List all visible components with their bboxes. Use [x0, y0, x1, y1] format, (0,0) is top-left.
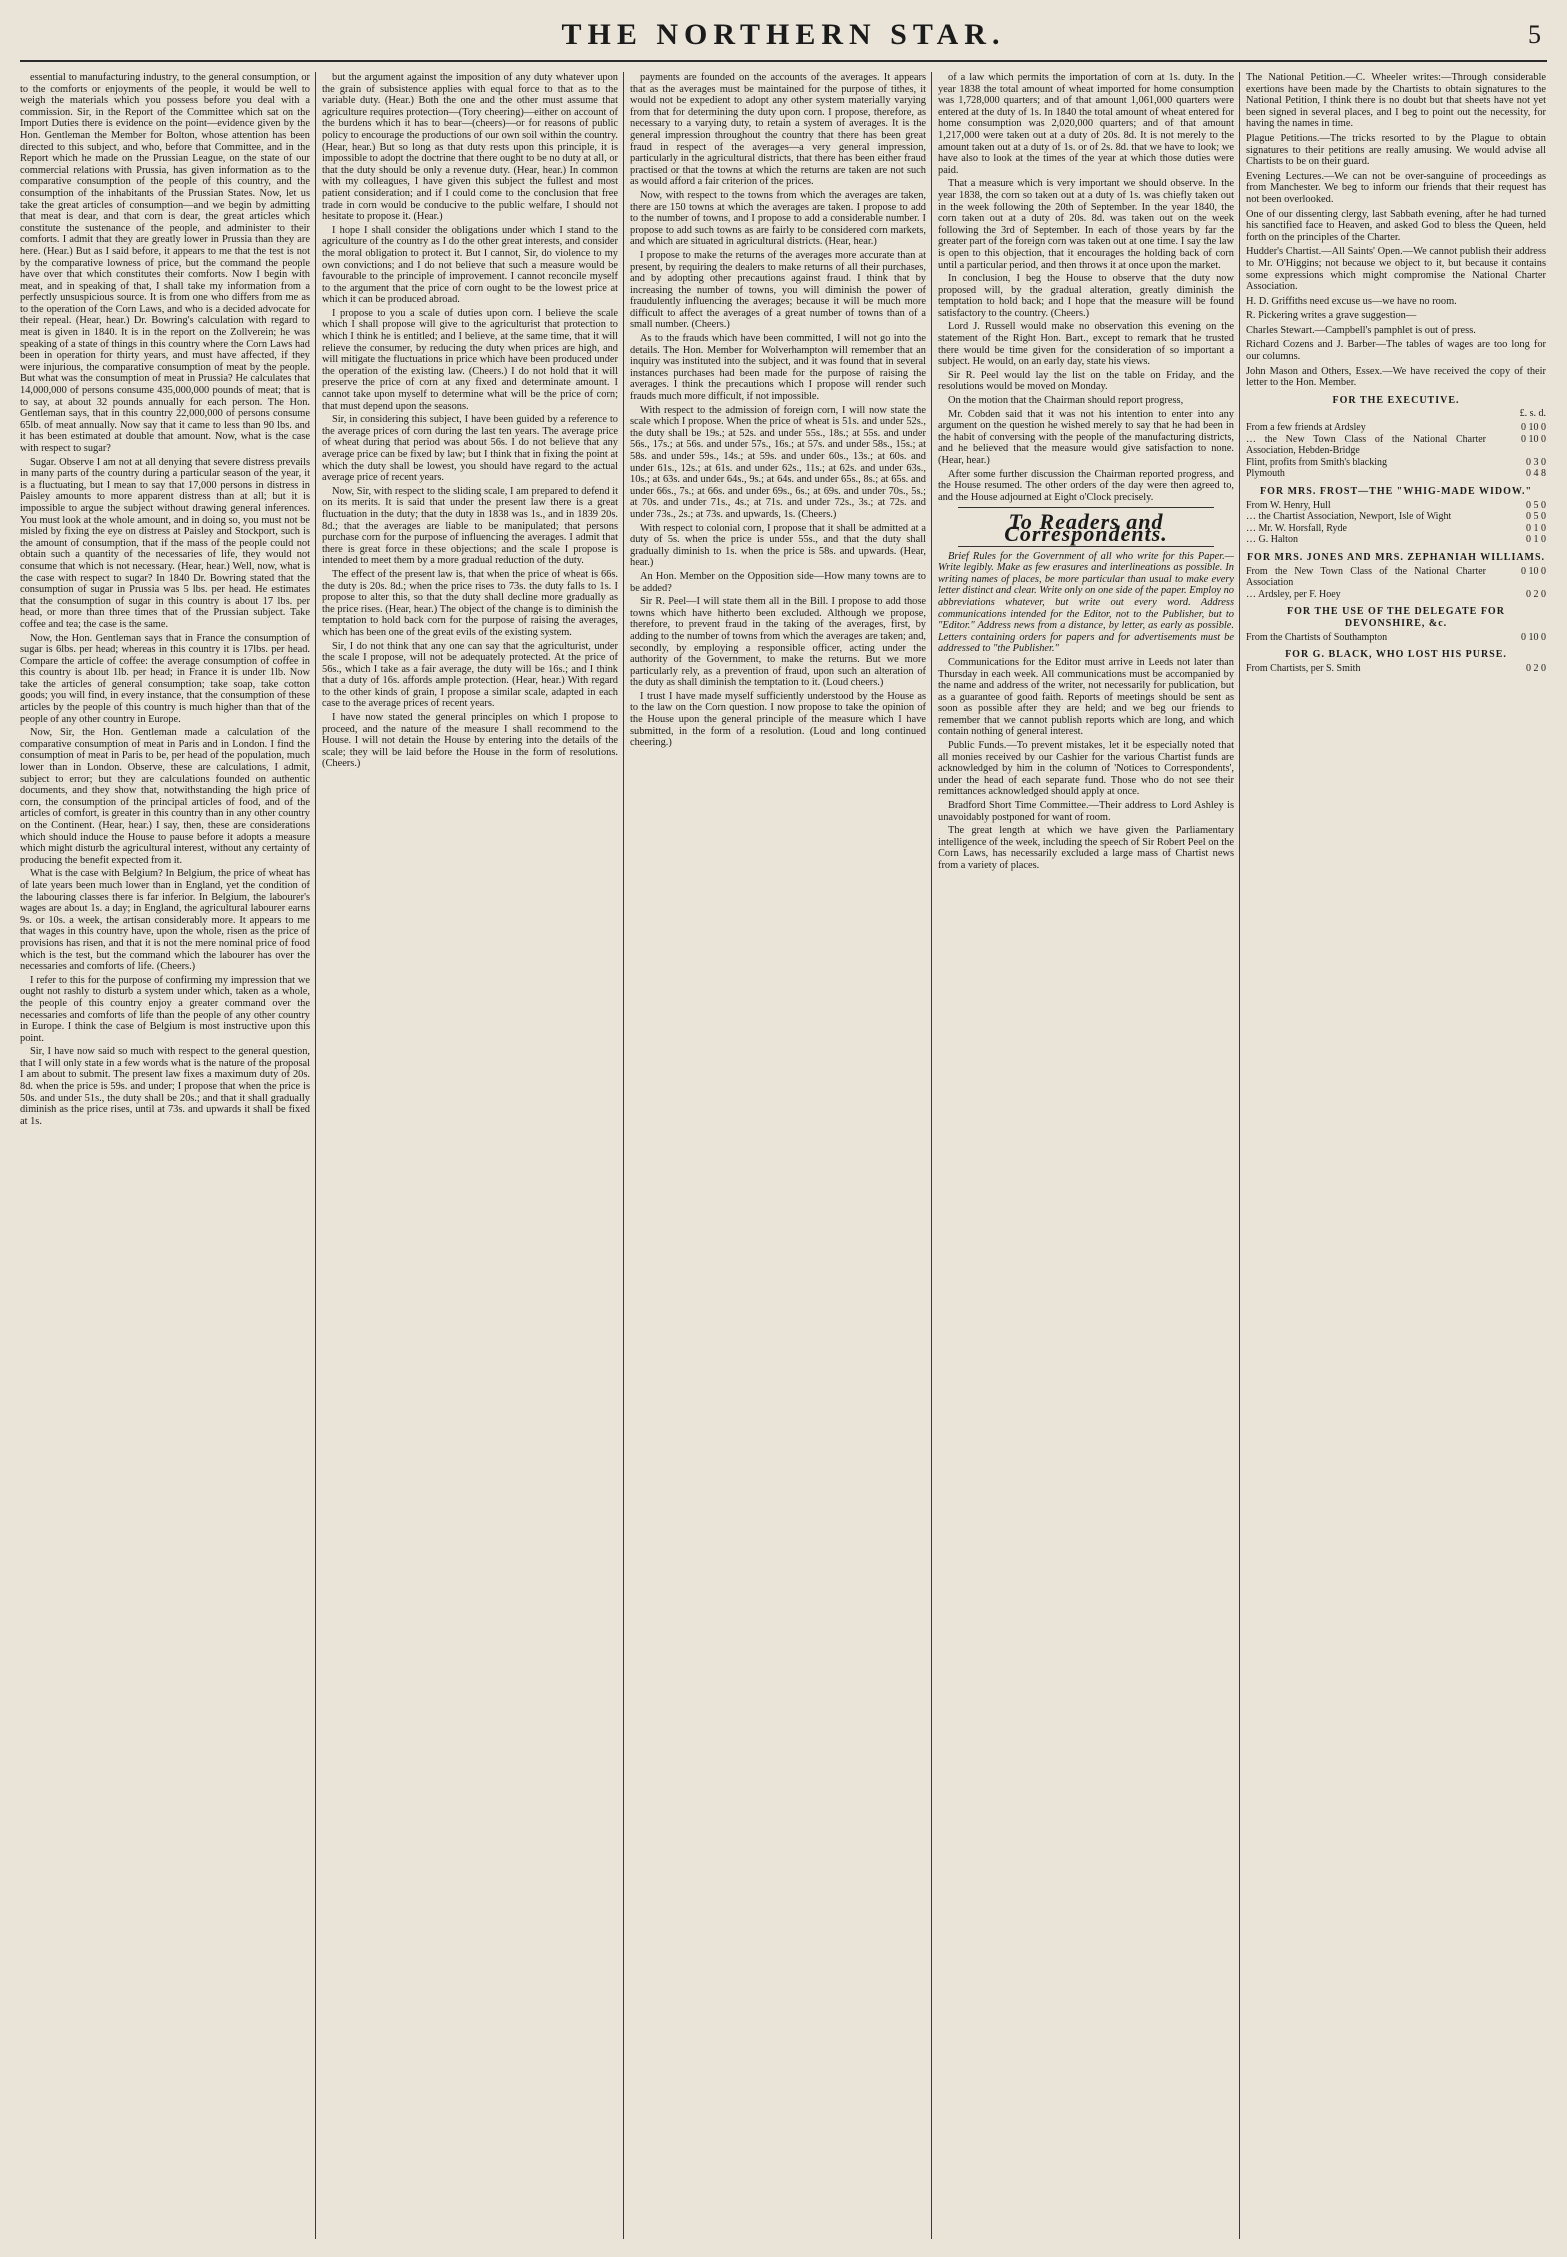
correspondents-heading: To Readers and Correspondents. — [1004, 509, 1168, 546]
masthead — [20, 18, 1547, 62]
column-rule — [623, 72, 624, 2239]
subscription-label: From the New Town Class of the National Charter Association — [1246, 565, 1486, 589]
column-rule — [931, 72, 932, 2239]
subscriptions-header-jones-williams: FOR MRS. JONES AND MRS. ZEPHANIAH WILLIAMS. — [1246, 551, 1546, 563]
article-paragraph: The National Petition.—C. Wheeler writes:—Through considerable exertions have been made by the Chartists to obtain signatures to the National Petition, I think there is no doubt but that sheets have not yet been signed in several places, and I beg to point out the necessity, for having the names in time. — [1246, 72, 1546, 130]
subscription-amount: 0 5 0 — [1526, 499, 1546, 511]
column-2 — [322, 72, 618, 2239]
article-paragraph: I propose to you a scale of duties upon corn. I believe the scale which I shall propose will give to the agriculturist that protection to which I think he is entitled; and I believe, at the same time, that it will relieve the consumer, by reducing the duty when prices are high, and will mitigate the fluctuations in price which have been produced under the operation of the existing law. (Cheers.) I do not hold that it will preserve the price of corn at any fixed and determinate amount. I cannot take upon myself to determine what will be the price of corn; that must depend upon the seasons. — [322, 307, 618, 412]
column-1 — [20, 72, 310, 2239]
article-paragraph: Now, Sir, with respect to the sliding scale, I am prepared to defend it on its merits. It is said that under the present law there is a great fluctuation in the duty; that the duty in 1838 was 1s., and in 1839 20s. 8d.; that the averages are liable to be manipulated; that persons purchase corn for the purpose of influencing the averages. I admit that there is great force in these objections; and the scale I propose is intended to meet them by a more gradual reduction of the duty. — [322, 485, 618, 567]
article-paragraph: I have now stated the general principles on which I propose to proceed, and the nature of the measure I shall recommend to the House. I will not detain the House by entering into the details of the scale; they will be laid before the House in the form of resolutions. (Cheers.) — [322, 712, 618, 770]
article-paragraph: Sir, in considering this subject, I have been guided by a reference to the average prices of corn during the last ten years. The average price of wheat during that period was about 56s. I do not believe that any average price can be fixed by law; but I think that in fixing the point at which the duty shall be lowest, you should have regard to the actual average price of recent years. — [322, 414, 618, 484]
article-paragraph: With respect to the admission of foreign corn, I will now state the scale which I propose. When the price of wheat is 51s. and under 52s., the duty shall be 19s.; at 52s. and under 55s., 18s.; at 55s. and under 56s., 17s.; at 56s. and under 57s., 16s.; at 57s. and under 58s., 15s.; at 58s. and under 59s., 14s.; at 59s. and under 60s., 13s.; at 60s. and under 61s., 12s.; at 61s. and under 62s., 11s.; at 62s. and under 63s., 10s.; at 63s. and under 64s., 9s.; at 64s. and under 65s., 8s.; at 65s. and under 66s., 7s.; at 66s. and under 69s., 6s.; at 69s. and under 70s., 5s.; at 70s. and under 71s., 4s.; at 71s. and under 72s., 3s.; at 72s. and under 73s., 2s.; at 73s. and upwards, 1s. (Cheers.) — [630, 404, 926, 520]
article-paragraph: I hope I shall consider the obligations under which I stand to the agriculture of the country as I do the other great interests, and consider the moral obligation to protect it. But I cannot, Sir, do violence to my own convictions; and I do not believe that such a measure would be favourable to the principle of improvement. I cannot reconcile myself to the argument that the price of corn ought to be the lowest price at which it can be produced abroad. — [322, 224, 618, 306]
page-number: 5 — [1528, 20, 1541, 49]
subscription-label: … the New Town Class of the National Charter Association, Hebden-Bridge — [1246, 433, 1486, 457]
article-paragraph: Evening Lectures.—We can not be over-sanguine of proceedings as from Manchester. We beg to inform our friends that their request has not been overlooked. — [1246, 170, 1546, 205]
article-paragraph: Sir, I have now said so much with respect to the general question, that I will only state in a few words what is the nature of the proposal I am about to submit. The present law fixes a maximum duty of 20s. 8d. when the price is 59s. and under; I propose that when the price is 50s. and under 51s., the duty shall be 20s.; and that it shall gradually diminish as the price rises, until at 73s. and upwards it shall be fixed at 1s. — [20, 1046, 310, 1127]
article-paragraph: I refer to this for the purpose of confirming my impression that we ought not rashly to disturb a system under which, taken as a whole, the people of this country enjoy a greater command over the necessaries and comforts of life than the people of any other country in Europe. I think the case of Belgium is most instructive upon this point. — [20, 974, 310, 1044]
subscription-row — [1246, 534, 1546, 546]
subscriptions-header-executive: FOR THE EXECUTIVE. — [1332, 394, 1460, 406]
subscription-amount: 0 1 0 — [1526, 522, 1546, 534]
article-paragraph: Sugar. Observe I am not at all denying that severe distress prevails in many parts of the country during a particular season of the year, it is a fluctuating, but I mean to say that 17,000 persons in distress in Paisley amounts to more apparent distress than at all; but it is impossible to argue the subject without drawing general inferences. You must look at the whole amount, and in doing so, you must not be misled by fixing the eye on distress at Paisley and Stockport, such is the amount of consumption, that if the mass of the people could not obtain such a quantity of the necessaries of life, they would not consume that which is not necessary. (Hear, hear.) Well, now, what is the case with respect to sugar? In 1840 Dr. Bowring stated that the consumption of sugar in Prussia was 5 lbs. per head. He estimates that the consumption of sugar in this country is about 17 lbs. per head, or more than three times that of the Prussian subject. Take coffee and tea; the case is the same. — [20, 456, 310, 630]
subscriptions-table-black — [1246, 663, 1546, 675]
subscription-amount: 0 2 0 — [1526, 588, 1546, 600]
subscription-amount: 0 10 0 — [1521, 565, 1546, 577]
article-paragraph: of a law which permits the importation of corn at 1s. duty. In the year 1838 the total amount of wheat imported for home consumption was 1,728,000 quarters; and of that amount 1,061,000 quarters were entered at the duty of 1s. In 1840 the total amount of wheat entered for home consumption was 2,020,000 quarters; and of that amount 1,217,000 were taken out at a duty of 20s. 8d. It is not merely to the amount taken out at a duty of 1s. or of 2s. 8d. that we have to look; we have also to look at the times of the year at which those duties were paid. — [938, 72, 1234, 176]
subscription-row — [1246, 523, 1546, 535]
article-paragraph: In conclusion, I beg the House to observe that the duty now proposed will, by the gradual alteration, greatly diminish the temptation to hold back; and I hope that the measure will be found satisfactory to the country. (Cheers.) — [938, 273, 1234, 319]
subscription-label: … Ardsley, per F. Hoey — [1246, 588, 1341, 600]
subscription-label: … Mr. W. Horsfall, Ryde — [1246, 522, 1347, 534]
subscription-amount: 0 10 0 — [1521, 433, 1546, 445]
notices-list — [1246, 72, 1546, 389]
article-paragraph: One of our dissenting clergy, last Sabbath evening, after he had turned his sanctified face to Heaven, and asked God to bless the Queen, held forth on the principles of the Charter. — [1246, 208, 1546, 243]
subscription-label: … the Chartist Association, Newport, Isle of Wight — [1246, 511, 1452, 523]
subscription-row — [1246, 457, 1546, 469]
article-paragraph: An Hon. Member on the Opposition side—How many towns are to be added? — [630, 570, 926, 594]
subscription-amount: 0 5 0 — [1526, 511, 1546, 523]
subscriptions-header-frost: FOR MRS. FROST—THE "WHIG-MADE WIDOW." — [1259, 486, 1532, 497]
subscription-amount: 0 1 0 — [1526, 534, 1546, 546]
subscription-amount: 0 4 8 — [1526, 468, 1546, 480]
subscription-row — [1246, 468, 1546, 480]
column-3 — [630, 72, 926, 2239]
subscription-row — [1246, 511, 1546, 523]
newspaper-title: THE NORTHERN STAR. — [561, 18, 1006, 51]
article-paragraph: but the argument against the imposition of any duty whatever upon the grain of subsistence applies with equal force to that as to the variable duty. (Hear.) Both the one and the other must assume that agriculture requires protection—(Tory cheering)—either on account of the burdens which it has to bear—(cheers)—or for reasons of public policy to encourage the productions of our own soil within the country. (Hear, hear.) But so long as that duty rests upon this principle, it is impossible to adopt the doctrine that there ought to be no duty at all, or that the duty should be only a revenue duty. (Hear, hear.) In common with my colleagues, I have given this subject the fullest and most patient consideration; and if I could come to the conclusion that free trade in corn would be conducive to the public welfare, I should not hesitate to propose it. (Hear.) — [322, 72, 618, 223]
subscriptions-list — [1246, 395, 1546, 674]
article-paragraph: Lord J. Russell would make no observation this evening on the statement of the Right Hon. Bart., except to remark that he trusted there would be time given for the consideration of so important a subject. He would, on an early day, state his views. — [938, 321, 1234, 368]
article-paragraph: H. D. Griffiths need excuse us—we have no room. — [1246, 295, 1457, 307]
column-rule — [315, 72, 316, 2239]
article-paragraph: I trust I have made myself sufficiently understood by the House as to the law on the Corn question. I now propose to take the opinion of the House upon the general principle of the measure which I have submitted, in the form of a resolution. (Loud and long continued cheering.) — [630, 690, 926, 749]
article-paragraph: Sir, I do not think that any one can say that the agriculturist, under the scale I propose, will not be adequately protected. At the price of 56s., which I take as a fair average, the duty will be 16s.; and I think that a duty of 16s. affords ample protection. (Hear, hear.) With regard to the other kinds of grain, I propose a similar scale, adapted in each case to the average prices of recent years. — [322, 640, 618, 710]
article-paragraph: That a measure which is very important we should observe. In the year 1838, the corn so taken out at a duty of 1s. was chiefly taken out in the week following the 20th of September. In the year 1840, the corn taken out at a duty of 20s. 8d. was taken out on the week following the 3rd of September. In each of those years by far the greater part of the foreign corn was taken out at one time. I say the law is open to this objection, that it encourages the holding back of corn until a particular period, and then throws it at once upon the market. — [938, 178, 1234, 271]
article-paragraph: Plague Petitions.—The tricks resorted to by the Plague to obtain signatures to their petitions are really amusing. We would advise all Chartists to be on their guard. — [1246, 132, 1546, 168]
correspondent-note: Communications for the Editor must arrive in Leeds not later than Thursday in each week. All communications must be accompanied by the name and address of the writer, not necessarily for publication, but as a guarantee of good faith. Reports of meetings should be sent as soon as possible after they are held; and we beg our friends to remember that we cannot publish reports which are long, and which contain nothing of general interest. — [938, 656, 1234, 738]
subscriptions-header-delegate: FOR THE USE OF THE DELEGATE FOR DEVONSHIRE, &c. — [1287, 606, 1505, 629]
article-paragraph: essential to manufacturing industry, to the general consumption, or to the comforts or enjoyments of the people, it would be well to weigh the materials which you possess before you deal with a commission. Sir, in the Report of the Committee which sat on the Import Duties there is evidence on the point—evidence given by the Hon. Gentleman the Member for Bolton, whose attention has been directed to this subject, and who, before that Committee, and in the Report which he made on the Prussian League, on the state of our commercial relations with Prussia, has given information as to the comparative consumption of the people of this country, and the consumption of the inhabitants of the Prussian States. Now, let us take the great articles of consumption—and we begin by admitting that meat is dear, and that corn is dear, the great articles which constitute the sustenance of the people, and administer to their comforts. I admit that they are greatly lower in Prussia than they are here. (Hear.) But as I said before, it appears to me that the test is not by the comparative lowness of price, but the command the people have over that which constitutes their comforts. Now I begin with meat, and in speaking of that, I shall take my information from a perfectly unsuspicious source. It is from one who differs from me as to the operation of the Corn Laws, and who is a decided advocate for their repeal. (Hear, hear.) Dr. Bowring's calculation with regard to meat is given in 1840. It is in the report on the Zollverein; he was speaking of a state of things in this country where the Corn Laws had been in operation for thirty years, and must have affected, if they were injurious, the comparative consumption of meat by the people. But what was the consumption of meat in Prussia? He calculates that 14,000,000 of persons consume 435,000,000 pounds of meat; that is to say, at about 32 pounds annually for each person. The Hon. Gentleman says, that in this country 22,000,000 of persons consume 65lb. of meat annually. Now say that it came to less than 90 lbs. and it has been estimated at double that amount. Now, what is the case with respect to sugar? — [20, 72, 310, 454]
subscriptions-header-black: FOR G. BLACK, WHO LOST HIS PURSE. — [1285, 649, 1507, 661]
column-4-body — [938, 72, 1234, 503]
article-paragraph: The effect of the present law is, that when the price of wheat is 66s. the duty is 20s. 8d.; when the price rises to 73s. the duty falls to 1s. I propose to alter this, so that the duty shall decline more gradually as the price rises. (Hear, hear.) The object of the change is to diminish the temptation to hold back corn for the purpose of raising the averages, which has been one of the great evils of the existing system. — [322, 568, 618, 638]
subscription-label: From Chartists, per S. Smith — [1246, 662, 1361, 674]
subscriptions-table-delegate — [1246, 632, 1546, 644]
subscription-amount: 0 3 0 — [1526, 456, 1546, 468]
subscription-row — [1246, 566, 1546, 589]
subscription-row — [1246, 663, 1546, 675]
subscription-label: From a few friends at Ardsley — [1246, 422, 1366, 434]
subscriptions-table-jones-williams — [1246, 566, 1546, 601]
subscription-label: … G. Halton — [1246, 534, 1298, 546]
article-paragraph: Hudder's Chartist.—All Saints' Open.—We cannot publish their address to Mr. O'Higgins; not because we object to it, but because it contains some expressions which might compromise the National Charter Association. — [1246, 246, 1546, 293]
article-paragraph: Sir R. Peel would lay the list on the table on Friday, and the resolutions would be moved on Monday. — [938, 369, 1234, 393]
subscription-row — [1246, 632, 1546, 644]
article-paragraph: Now, the Hon. Gentleman says that in France the consumption of sugar is 6lbs. per head; whereas in this country it is 17lbs. per head. Compare the article of coffee: the average consumption of coffee in this country is about 1lb. per head; in France it is under 1lb. Now take the articles of general consumption; take soap, take cotton goods; you will find, in every instance, that the consumption of these articles by the people of this country is much higher than that of the people of any other country in Europe. — [20, 632, 310, 725]
article-paragraph: Mr. Cobden said that it was not his intention to enter into any argument on the question he wished merely to say that he had been in the habit of conversing with the people of the manufacturing districts, and he believed that the measure would give satisfaction to none. (Hear, hear.) — [938, 408, 1234, 466]
article-paragraph: Richard Cozens and J. Barber—The tables of wages are too long for our columns. — [1246, 339, 1546, 363]
subscription-row — [1246, 500, 1546, 512]
subscription-row — [1246, 422, 1546, 434]
article-paragraph: R. Pickering writes a grave suggestion— — [1246, 310, 1417, 322]
column-5 — [1246, 72, 1546, 2239]
correspondent-note: Bradford Short Time Committee.—Their address to Lord Ashley is unavoidably postponed for want of room. — [938, 800, 1234, 823]
correspondent-note: The great length at which we have given the Parliamentary intelligence of the week, including the speech of Sir Robert Peel on the Corn Laws, has necessarily excluded a large mass of Chartist news from a variety of places. — [938, 825, 1234, 871]
article-paragraph: Now, Sir, the Hon. Gentleman made a calculation of the comparative consumption of meat in Paris and in London. I find the consumption of meat in Paris to be, per head of the population, much lower than in London. Observe, these are calculations, I admit, subject to error; but they are calculations founded on authentic documents, and they show that, notwithstanding the high price of corn, the consumption of the principal articles of food, and of the articles of comfort, is greater in this country than in any other country on the Continent. (Hear, hear.) I say, then, these are considerations which should induce the House to pause before it adopts a measure which might disturb the agricultural interest, without any certainty of producing the benefit expected from it. — [20, 727, 310, 866]
subscription-amount: 0 10 0 — [1521, 422, 1546, 434]
article-paragraph: payments are founded on the accounts of the averages. It appears that as the averages must be maintained for the purpose of tithes, it would not be expedient to adopt any other system materially varying from that for determining the duty upon corn. I propose, therefore, as necessary to a varying duty, to retain a system of averages. It is the general impression throughout the country that there has been great fraud in respect of the averages—a very general impression, particularly in the agricultural districts, that there has been either fraud practised or that the towns at which the returns are taken are not such as would afford a fair criterion of the prices. — [630, 72, 926, 188]
article-paragraph: John Mason and Others, Essex.—We have received the copy of their letter to the Hon. Member. — [1246, 365, 1546, 389]
correspondents-body — [938, 657, 1234, 872]
article-paragraph: Charles Stewart.—Campbell's pamphlet is out of press. — [1246, 324, 1476, 336]
article-paragraph: Now, with respect to the towns from which the averages are taken, there are 150 towns at which the averages are taken. I propose to add to the number of towns, and I propose to add a considerable number. I propose to add such towns as are fairly to be considered corn markets, and which are situated in agricultural districts. (Hear, hear.) — [630, 189, 926, 248]
article-paragraph: Sir R. Peel—I will state them all in the Bill. I propose to add those towns which have hitherto been excluded. Although we propose, therefore, to prevent fraud in the taking of the averages, first, by adding to the number of towns from which the averages are taken; and, secondly, by employing a responsible officer, acting under the authority of the Government, to make the returns. But we more particularly rely, as a prevention of fraud, upon such an alteration of the duty as shall diminish the temptation to it. (Loud cheers.) — [630, 596, 926, 689]
subscription-label: Flint, profits from Smith's blacking — [1246, 456, 1387, 468]
article-paragraph: What is the case with Belgium? In Belgium, the price of wheat has of late years been much lower than in England, yet the condition of the labouring classes there is far inferior. In Belgium, the labourer's wages are about 1s. a day; in England, the agricultural labourer earns 9s. or 10s. a week, the artisan considerably more. It appears to me that wages in this country have, upon the whole, risen as the price of provisions has risen, and that it is not the mere nominal price of food which is the test, but the command which the labourer has over the necessaries and comforts of life. (Cheers.) — [20, 868, 310, 973]
correspondents-intro: Brief Rules for the Government of all who write for this Paper.—Write legibly. Make as few erasures and interlineations as possible. In writing names of places, be more particular than usual to make every letter distinct and clear. Write only on one side of the paper. Employ no abbreviations whatever, but write out every word. Address communications intended for the Editor, not to the Publisher, but to "Editor." Address news from a distance, by letter, as early as possible. Letters containing orders for papers and for advertisements must be addressed to "the Publisher." — [938, 550, 1234, 655]
article-paragraph: With respect to colonial corn, I propose that it shall be admitted at a duty of 5s. when the price is under 55s., and that the duty shall gradually diminish to 1s. when the price is 58s. and upwards. (Hear, hear.) — [630, 522, 926, 569]
subscriptions-table-frost — [1246, 500, 1546, 546]
section-divider — [958, 507, 1214, 508]
subscription-amount: 0 2 0 — [1526, 662, 1546, 674]
subscription-amount: 0 10 0 — [1521, 631, 1546, 643]
subscription-row — [1246, 434, 1546, 457]
article-paragraph: As to the frauds which have been committed, I will not go into the details. The Hon. Member for Wolverhampton will remember that an inquiry was instituted into the subject, and it was found that in several instances purchases had been made for the purpose of raising the averages. I think the precautions which I propose will render such frauds much more difficult, if not impossible. — [630, 333, 926, 403]
correspondent-note: Public Funds.—To prevent mistakes, let it be especially noted that all monies received by our Cashier for the various Chartist funds are acknowledged by him in the column of 'Notices to Correspondents', under the head of each separate fund. Those who do not see their remittances acknowledged should apply at once. — [938, 740, 1234, 798]
column-4 — [938, 72, 1234, 2239]
article-paragraph: On the motion that the Chairman should report progress, — [948, 395, 1184, 407]
subscription-row — [1246, 589, 1546, 601]
article-paragraph: I propose to make the returns of the averages more accurate than at present, by requiring the dealers to make returns of all their purchases, and by adopting other precautions against fraud. I think that by increasing the number of towns, you will diminish the power of fraudulently influencing the averages; because it will be much more difficult to affect the averages of a great number of towns than of a small number. (Cheers.) — [630, 249, 926, 331]
article-paragraph: After some further discussion the Chairman reported progress, and the House resumed. The other orders of the day were then agreed to, and the House adjourned at Eight o'Clock precisely. — [938, 468, 1234, 503]
subscription-label: From the Chartists of Southampton — [1246, 631, 1388, 643]
column-rule — [1239, 72, 1240, 2239]
subscriptions-table-executive — [1246, 422, 1546, 480]
subscription-label: Plymouth — [1246, 468, 1285, 480]
currency-header: £. s. d. — [1519, 408, 1546, 420]
subscription-label: From W. Henry, Hull — [1246, 499, 1331, 511]
